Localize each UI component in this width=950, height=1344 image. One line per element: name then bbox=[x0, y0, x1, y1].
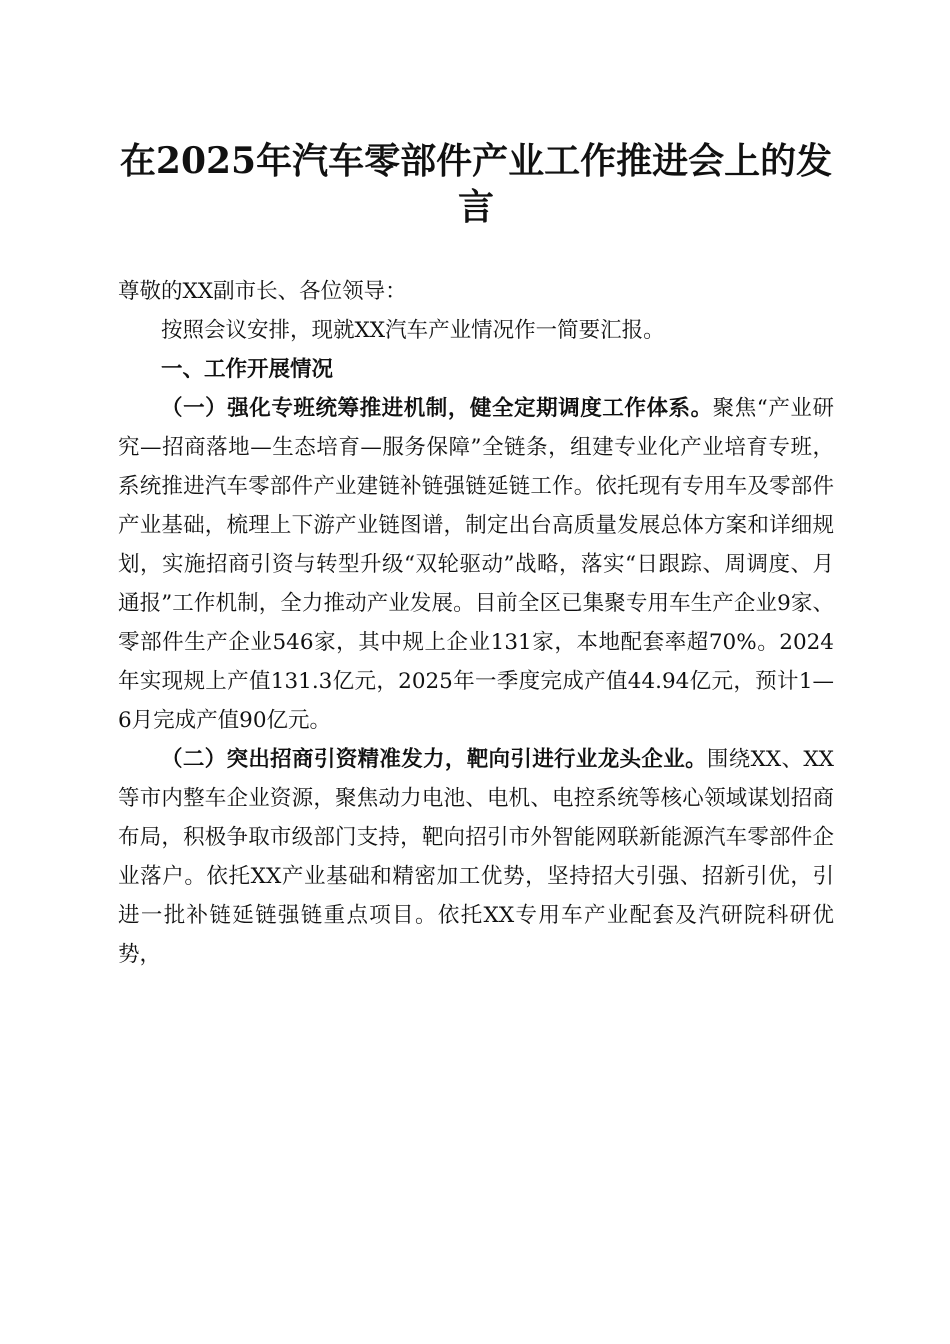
body-item-1: 聚焦“产业研究—招商落地—生态培育—服务保障”全链条，组建专业化产业培育专班，系统推进汽车零部件产业建链补链强链延链工作。依托现有专用车及零部件产业基础，梳理上下游产业链图谱，制定出台高质量发展总体方案和详细规划，实施招商引资与转型升级“双轮驱动”战略，落实“日跟踪、周调度、月通报”工作机制，全力推动产业发展。目前全区已集聚专用车生产企业9家、零部件生产企业546家，其中规上企业131家，本地配套率超70%。2024年实现规上产值131.3亿元，2025年一季度完成产值44.94亿元，预计1—6月完成产值90亿元。 bbox=[118, 396, 834, 733]
section-heading: 一、工作开展情况 bbox=[161, 357, 334, 382]
subheading-item-1: （一）强化专班统筹推进机制，健全定期调度工作体系。 bbox=[161, 396, 713, 421]
subheading-item-2: （二）突出招商引资精准发力，靶向引进行业龙头企业。 bbox=[161, 747, 707, 772]
paragraph-item-1 bbox=[118, 389, 834, 740]
paragraph-item-2 bbox=[118, 740, 834, 974]
document-page bbox=[118, 0, 834, 974]
document-title: 在2025年汽车零部件产业工作推进会上的发言 bbox=[119, 140, 833, 228]
intro-paragraph: 按照会议安排，现就XX汽车产业情况作一简要汇报。 bbox=[161, 318, 665, 343]
body-item-2: 围绕XX、XX等市内整车企业资源，聚焦动力电池、电机、电控系统等核心领域谋划招商布局，积极争取市级部门支持，靶向招引市外智能网联新能源汽车零部件企业落户。依托XX产业基础和精密加工优势，坚持招大引强、招新引优，引进一批补链延链强链重点项目。依托XX专用车产业配套及汽研院科研优势， bbox=[118, 747, 834, 967]
salutation: 尊敬的XX副市长、各位领导： bbox=[118, 279, 407, 304]
